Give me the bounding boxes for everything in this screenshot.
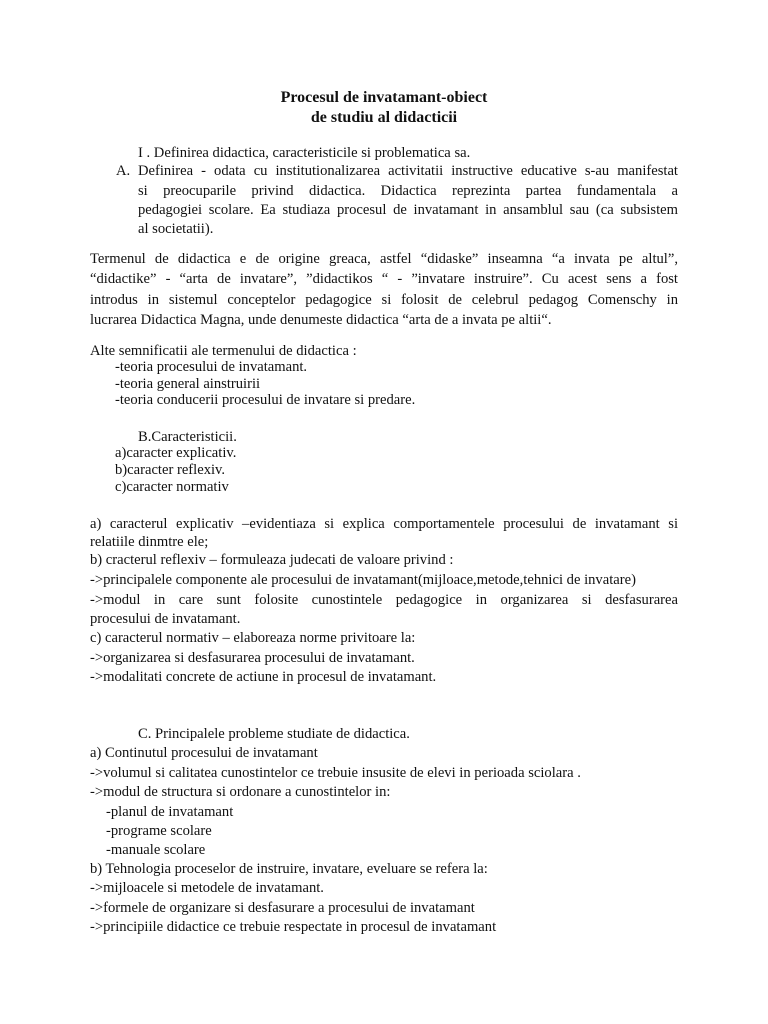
characteristic-item: c)caracter normativ [115,479,229,495]
etymology-line-2: “didactike” - “arta de invatare”, ”didactikos “ - ”invatare instruire”. Cu acest sens a fost [90,271,678,287]
problem-line: ->principiile didactice ce trebuie respectate in procesul de invatamant [90,919,497,935]
detail-line-7: c) caracterul normativ – elaboreaza norme privitoare la: [90,630,416,646]
meanings-intro: Alte semnificatii ale termenului de didactica : [90,343,357,359]
definition-line-4: al societatii). [138,221,214,237]
detail-line-9: ->modalitati concrete de actiune in procesul de invatamant. [90,669,437,685]
etymology-line-3: introdus in sistemul conceptelor pedagogice si folosit de celebrul pedagog Comenschy in [90,292,678,308]
detail-line-3: b) cracterul reflexiv – formuleaza judecati de valoare privind : [90,552,454,568]
problem-line: ->mijloacele si metodele de invatamant. [90,880,324,896]
document-title-line2: de studiu al didacticii [310,109,458,126]
definition-line-3: pedagogiei scolare. Ea studiaza procesul de invatamant in ansamblul sau (ca subsistem [138,202,678,218]
detail-line-2: relatiile dinmtre ele; [90,534,209,550]
problem-line: a) Continutul procesului de invatamant [90,745,318,761]
detail-line-4: ->principalele componente ale procesului de invatamant(mijloace,metode,tehnici de invatare) [90,572,636,588]
meaning-item: -teoria conducerii procesului de invatare si predare. [115,392,416,408]
meaning-item: -teoria procesului de invatamant. [115,359,308,375]
detail-line-1: a) caracterul explicativ –evidentiaza si explica comportamentele procesului de invatamant si [90,516,678,532]
problem-line: -programe scolare [106,823,212,839]
etymology-line-1: Termenul de didactica e de origine greaca, astfel “didaske” inseamna “a invata pe altul”, [90,251,678,267]
problem-line: -planul de invatamant [106,804,234,820]
problem-line: b) Tehnologia proceselor de instruire, invatare, eveluare se refera la: [90,861,488,877]
etymology-line-4: lucrarea Didactica Magna, unde denumeste didactica “arta de a invata pe altii“. [90,312,552,328]
definition-line-1: Definirea - odata cu institutionalizarea activitatii instructive educative s-au manifestat [138,163,678,179]
detail-line-6: procesului de invatamant. [90,611,241,627]
section-c-heading: C. Principalele probleme studiate de didactica. [138,726,410,742]
section-a-marker: A. [116,163,131,179]
section-i-heading: I . Definirea didactica, caracteristicile si problematica sa. [138,145,471,161]
definition-line-2: si preocuparile privind didactica. Didactica reprezinta partea fundamentala a [138,183,678,199]
problem-line: ->modul de structura si ordonare a cunostintelor in: [90,784,391,800]
meaning-item: -teoria general ainstruirii [115,376,261,392]
problem-line: -manuale scolare [106,842,206,858]
problem-line: ->formele de organizare si desfasurare a procesului de invatamant [90,900,475,916]
document-title-line1: Procesul de invatamant-obiect [280,89,488,106]
characteristic-item: b)caracter reflexiv. [115,462,226,478]
problem-line: ->volumul si calitatea cunostintelor ce trebuie insusite de elevi in perioada sciolara . [90,765,581,781]
detail-line-5: ->modul in care sunt folosite cunostintele pedagogice in organizarea si desfasurarea [90,592,678,608]
characteristic-item: a)caracter explicativ. [115,445,237,461]
section-b-heading: B.Caracteristicii. [138,429,237,445]
detail-line-8: ->organizarea si desfasurarea procesului de invatamant. [90,650,415,666]
